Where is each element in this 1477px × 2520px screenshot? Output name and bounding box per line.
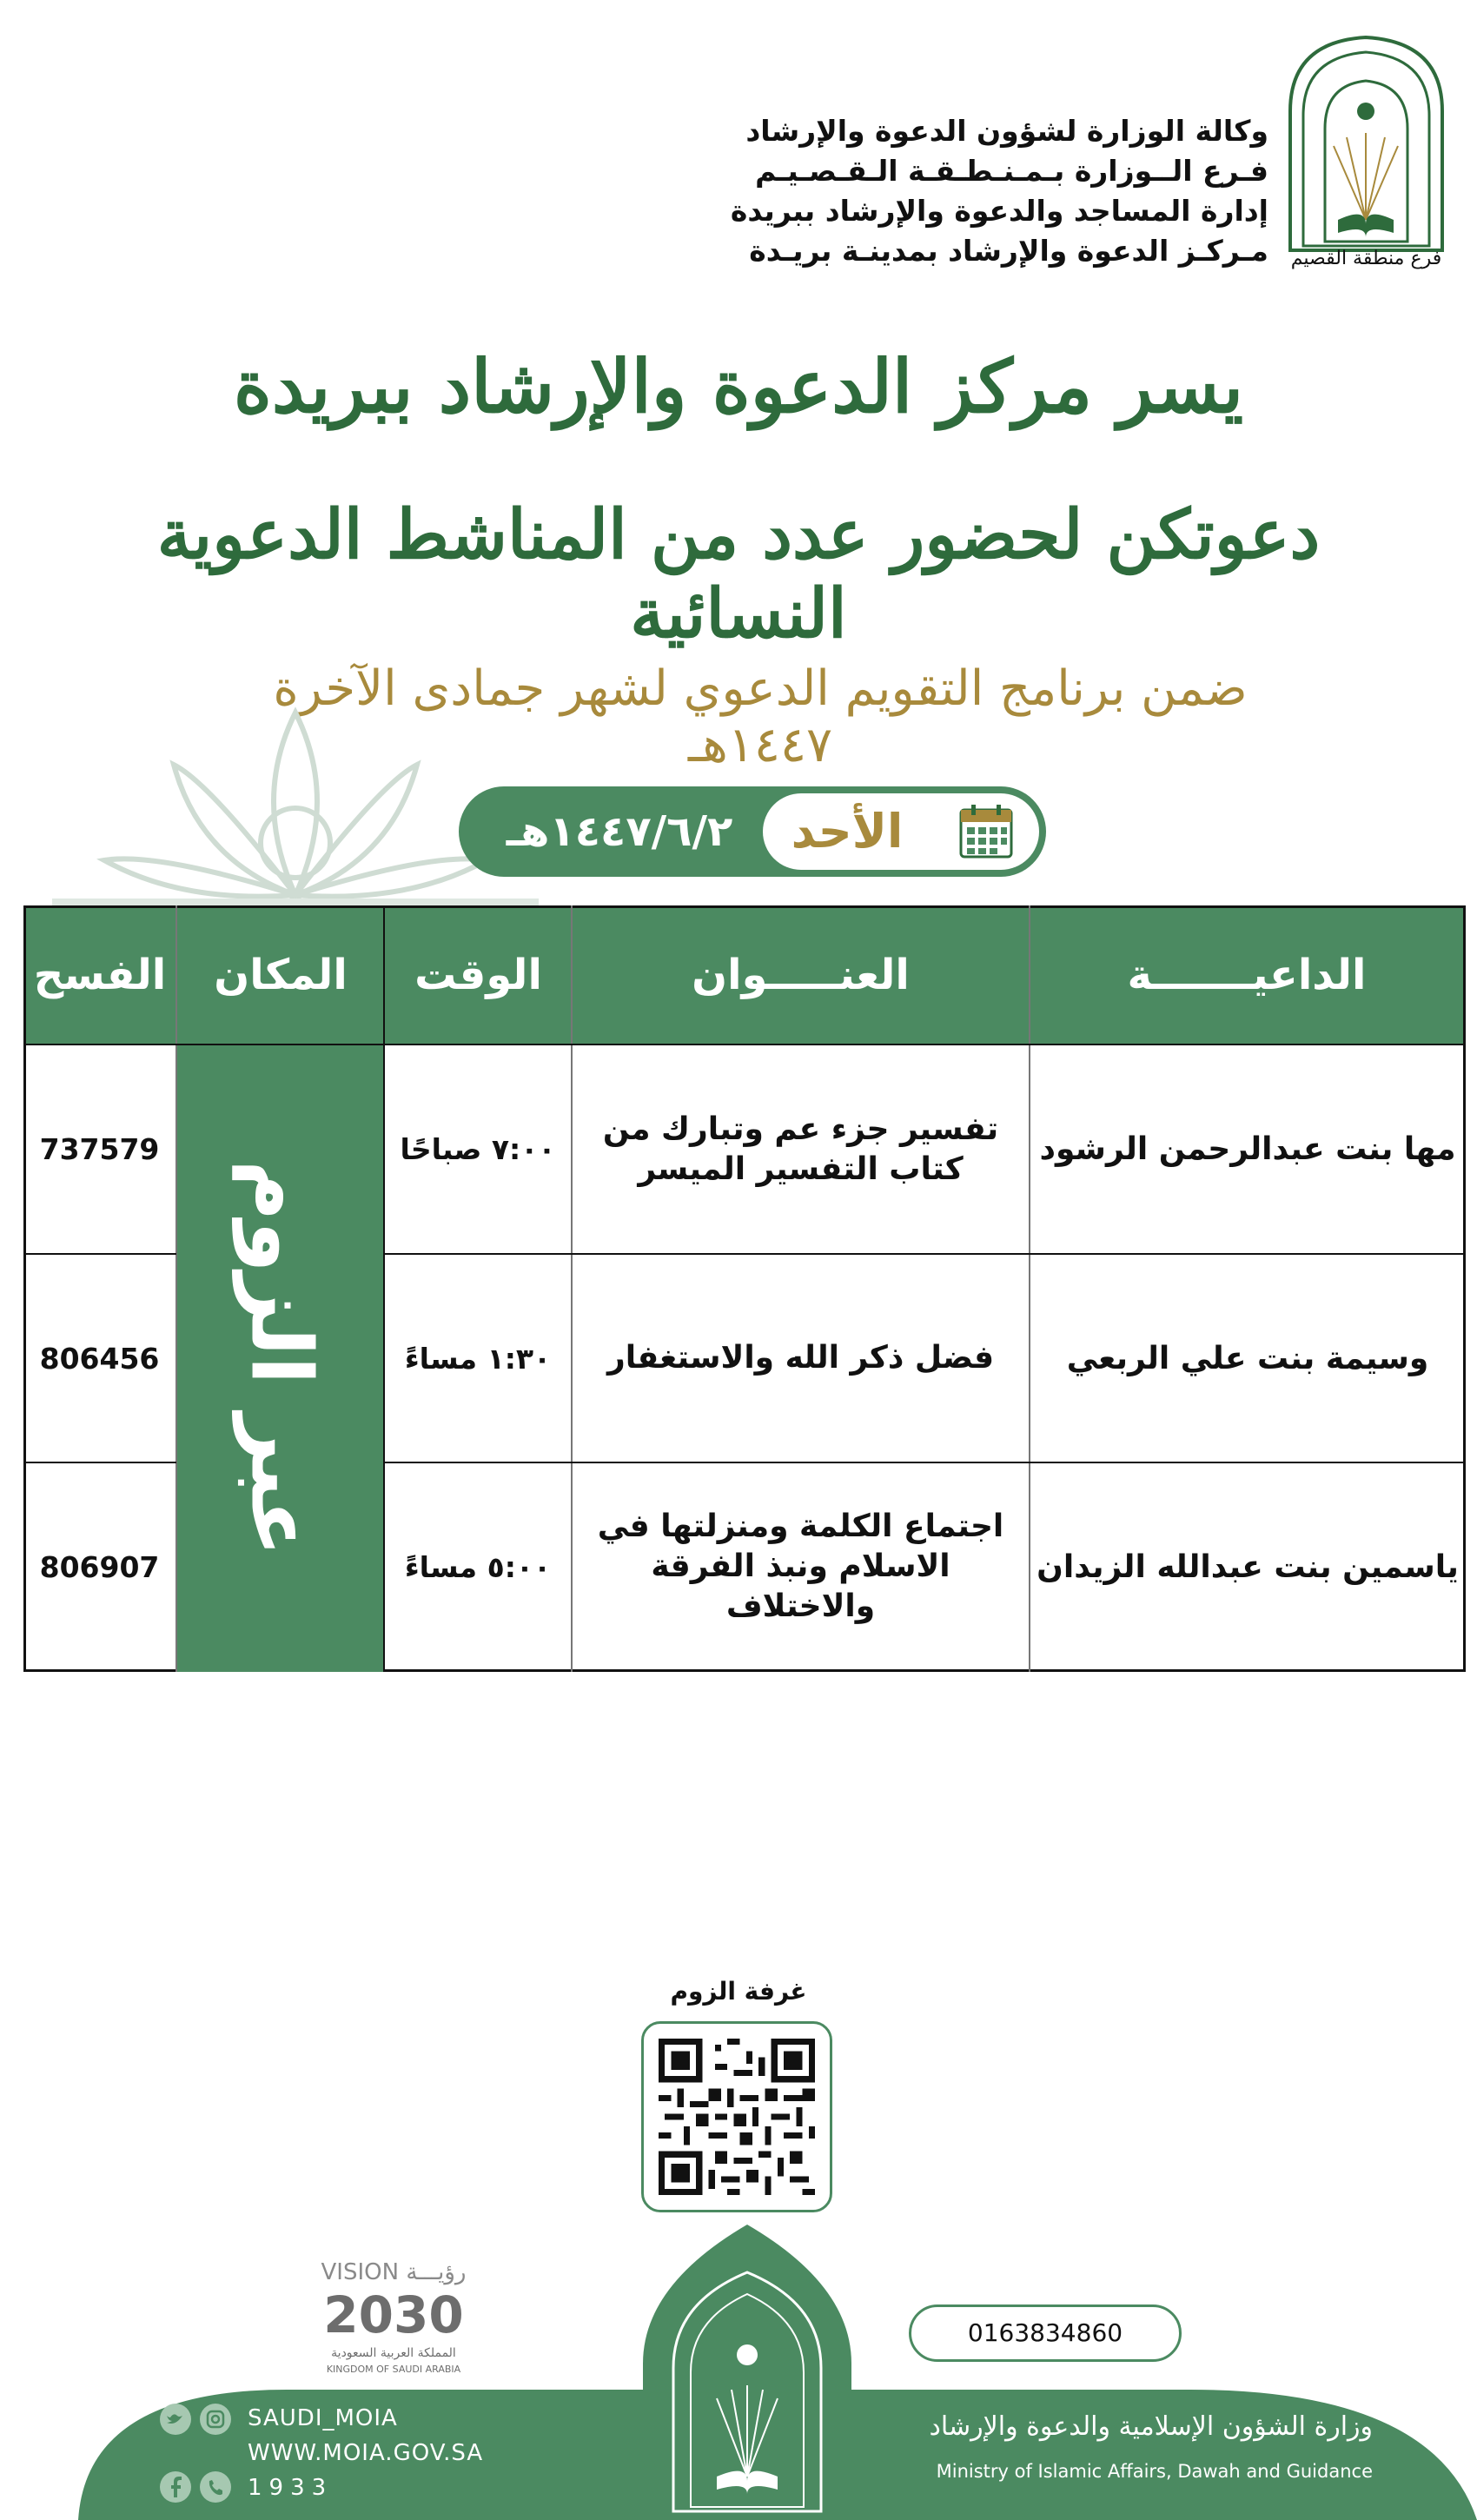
social-handle[interactable]: SAUDI_MOIA (248, 2405, 398, 2431)
code-cell: 806907 (39, 1549, 160, 1584)
ministry-line: فـرع الــوزارة بـمـنـطـقـة الـقـصـيـم (755, 154, 1268, 188)
vision-country-ar: المملكة العربية السعودية (331, 2346, 456, 2360)
header-time: الوقت (414, 951, 542, 999)
logo-caption: فرع منطقة القصيم (1290, 248, 1442, 269)
event-day: الأحد (791, 804, 904, 859)
header-place: المكان (214, 951, 348, 999)
title-cell: فضل ذكر الله والاستغفار (606, 1340, 995, 1376)
ministry-name-ar: وزارة الشؤون الإسلامية والدعوة والإرشاد (929, 2411, 1373, 2442)
vision-country-en: KINGDOM OF SAUDI ARABIA (326, 2364, 461, 2375)
facebook-icon (160, 2471, 191, 2503)
column-divider (176, 905, 177, 1672)
code-cell: 806456 (39, 1341, 160, 1376)
header-speaker: الداعيـــــــة (1127, 951, 1367, 999)
speaker-cell: وسيمة بنت علي الربعي (1066, 1340, 1429, 1376)
footer-emblem (643, 2225, 851, 2520)
ministry-name-en: Ministry of Islamic Affairs, Dawah and Guidance (936, 2461, 1373, 2482)
zoom-qr-code[interactable] (659, 2039, 815, 2195)
header-code: الفسح (33, 951, 167, 999)
social-icons (156, 2400, 252, 2509)
twitter-icon (160, 2404, 191, 2435)
place-value: عبر الزوم (232, 1159, 330, 1557)
whatsapp-icon (200, 2471, 231, 2503)
vision-label: VISION رؤيـــة (321, 2259, 467, 2285)
title-cell: اجتماع الكلمة ومنزلتها في الاسلام ونبذ الفرقة والاختلاف (597, 1509, 1004, 1624)
instagram-icon (200, 2404, 231, 2435)
ministry-hierarchy (730, 111, 1268, 271)
ministry-line: وكالة الوزارة لشؤون الدعوة والإرشاد (745, 114, 1268, 148)
calendar-icon (959, 803, 1013, 859)
place-cell (176, 1044, 385, 1672)
ministry-line: مـركـز الدعوة والإرشاد بمدينـة بريـدة (749, 234, 1268, 268)
speaker-cell: ياسمين بنت عبدالله الزيدان (1037, 1548, 1459, 1585)
time-cell: ٥:٠٠ مساءً (404, 1549, 552, 1584)
website-link[interactable]: WWW.MOIA.GOV.SA (248, 2440, 484, 2466)
headline-line-3: ضمن برنامج التقويم الدعوي لشهر جمادى الآخرة ١٤٤٧هـ (273, 660, 1248, 773)
header-title: العنـــــوان (692, 951, 910, 999)
title-cell: تفسير جزء عم وتبارك من كتاب التفسير الميسر (602, 1111, 999, 1187)
time-cell: ٧:٠٠ صباحًا (400, 1132, 556, 1166)
ministry-logo (1273, 16, 1460, 276)
speaker-cell: مها بنت عبدالرحمن الرشود (1039, 1131, 1456, 1167)
vision-year: 2030 (323, 2285, 464, 2344)
event-date: ١٤٤٧/٦/٢هـ (506, 807, 733, 856)
qr-label: غرفة الزوم (670, 1977, 807, 2006)
headline-line-2: دعوتكن لحضور عدد من المناشط الدعوية النسائية (156, 495, 1321, 653)
headline-line-1: يسر مركز الدعوة والإرشاد ببريدة (233, 343, 1244, 429)
ministry-line: إدارة المساجد والدعوة والإرشاد ببريدة (730, 194, 1268, 228)
floral-ornament (52, 686, 539, 912)
founding-year: 1933 (248, 2475, 334, 2501)
phone-number[interactable]: 0163834860 (909, 2304, 1182, 2362)
code-cell: 737579 (39, 1132, 160, 1166)
time-cell: ١:٣٠ مساءً (404, 1341, 552, 1376)
